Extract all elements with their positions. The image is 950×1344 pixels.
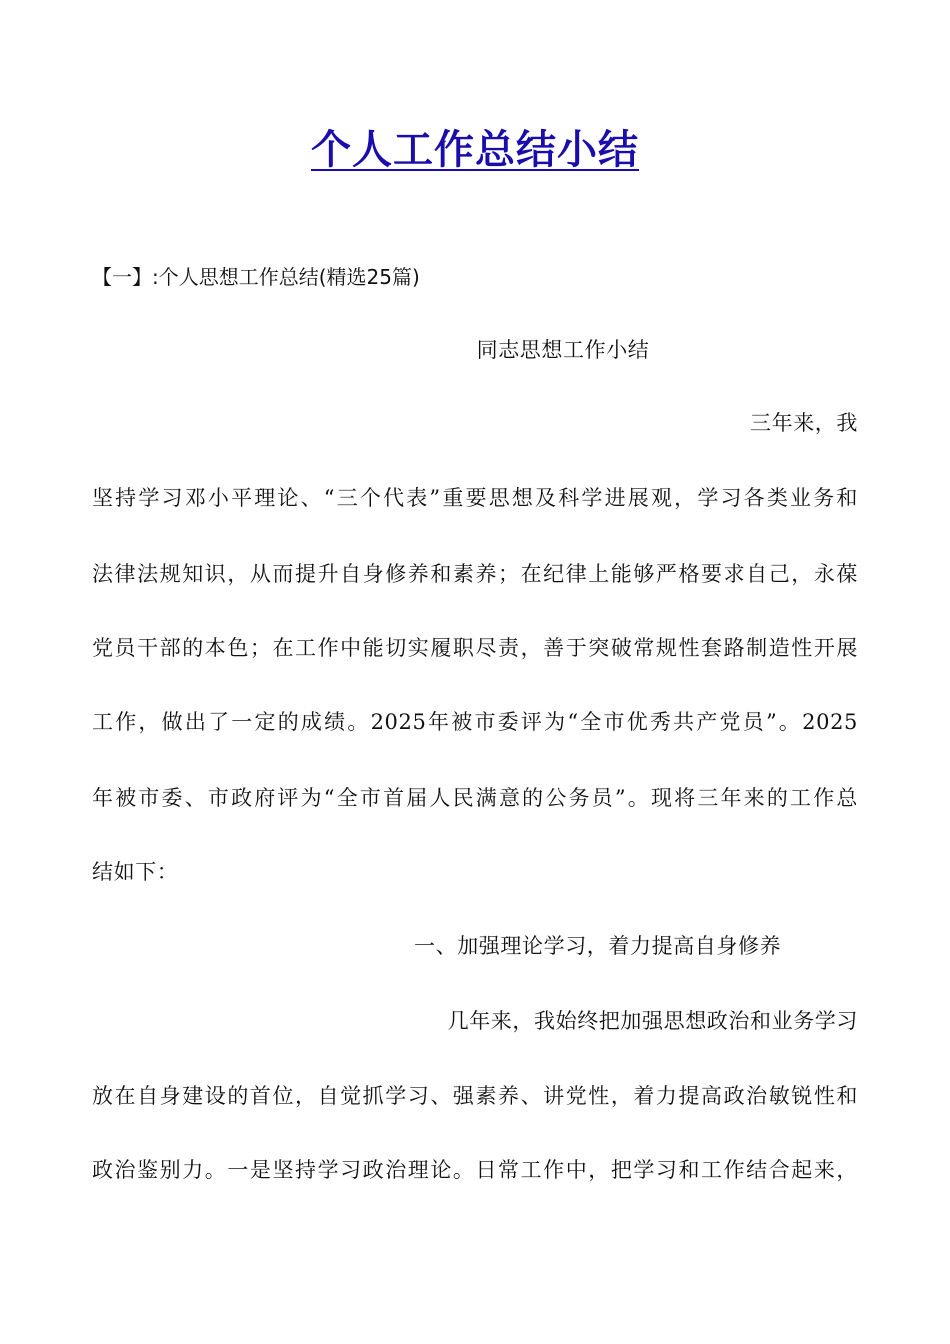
document-title: 个人工作总结小结 <box>311 127 639 173</box>
subtitle: 同志思想工作小结 <box>476 338 650 362</box>
paragraph-line: 党员干部的本色；在工作中能切实履职尽责，善于突破常规性套路制造性开展 <box>92 636 858 660</box>
paragraph-line: 工作，做出了一定的成绩。2025年被市委评为“全市优秀共产党员”。2025 <box>92 710 858 734</box>
paragraph-line: 坚持学习邓小平理论、“三个代表”重要思想及科学进展观，学习各类业务和 <box>92 486 858 510</box>
paragraph-line: 政治鉴别力。一是坚持学习政治理论。日常工作中，把学习和工作结合起来， <box>92 1158 858 1182</box>
paragraph-line: 结如下： <box>92 860 179 884</box>
section-label: 【一】:个人思想工作总结(精选25篇) <box>92 265 420 289</box>
paragraph-line: 年被市委、市政府评为“全市首届人民满意的公务员”。现将三年来的工作总 <box>92 786 858 810</box>
section-heading: 一、加强理论学习，着力提高自身修养 <box>414 934 782 958</box>
paragraph-line: 几年来，我始终把加强思想政治和业务学习 <box>447 1009 858 1033</box>
paragraph-line: 放在自身建设的首位，自觉抓学习、强素养、讲党性，着力提高政治敏锐性和 <box>92 1084 858 1108</box>
paragraph-line: 三年来，我 <box>750 411 858 435</box>
paragraph-line: 法律法规知识，从而提升自身修养和素养；在纪律上能够严格要求自己，永葆 <box>92 562 858 586</box>
